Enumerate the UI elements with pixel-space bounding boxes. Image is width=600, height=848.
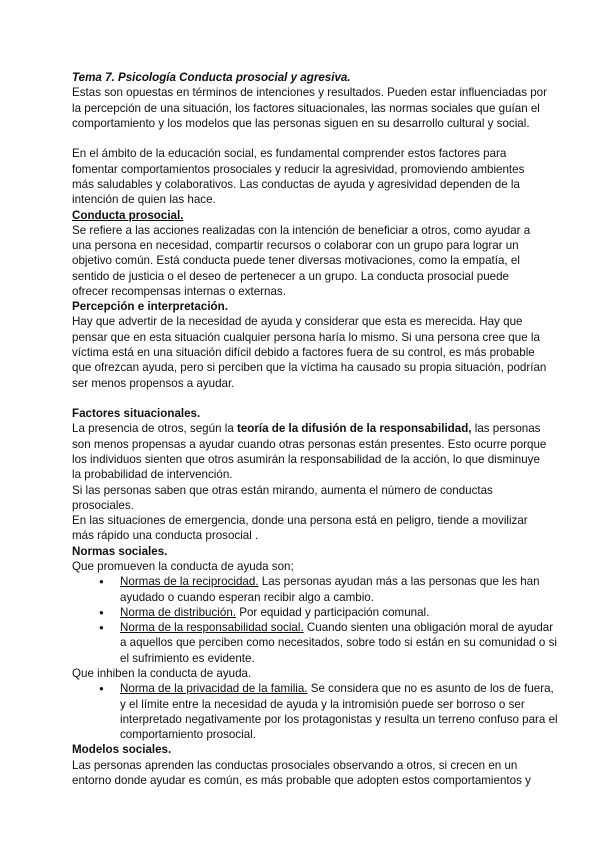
paragraph-emergencia: [72, 513, 547, 544]
heading-percepcion: Percepción e interpretación.: [72, 300, 228, 314]
text-line: la percepción de una situación, los factores situacionales, las normas sociales que guían el: [72, 101, 540, 115]
norm-name: Norma de la responsabilidad social.: [120, 621, 304, 635]
text-line: entorno donde ayudar es común, es más probable que adopten estos comportamientos y: [72, 773, 531, 787]
blank-line: [72, 391, 547, 406]
text-line: [72, 421, 547, 436]
heading-normas: Normas sociales.: [72, 544, 168, 558]
text-line: más rápido una conducta prosocial .: [72, 529, 259, 543]
paragraph-prosocial: [72, 223, 547, 299]
bullet-icon: ●: [99, 577, 104, 587]
text-line: sentido de justicia o el deseo de pertenecer a un grupo. La conducta prosocial puede: [72, 269, 510, 283]
text-line: [120, 605, 547, 620]
inhiben-label: Que inhiben la conducta de ayuda.: [72, 666, 252, 680]
bullet-icon: ●: [99, 684, 104, 694]
list-item: [96, 681, 558, 742]
text-line: víctima está en una situación difícil debido a factores fuera de su control, es más probable: [72, 346, 535, 360]
text-line: una persona en necesidad, compartir recursos o colaborar con un grupo para lograr un: [72, 239, 519, 253]
text-line: ser menos propensos a ayudar.: [72, 376, 235, 390]
norm-description: Las personas ayudan más a las personas que les han: [258, 575, 540, 589]
text-line: Estas son opuestas en términos de intenciones y resultados. Pueden estar influenciadas por: [72, 86, 547, 100]
text-line: intención de quien las hace.: [72, 193, 216, 207]
paragraph-intro: [72, 85, 547, 131]
norm-description: Por equidad y participación comunal.: [236, 605, 430, 619]
norm-name: Norma de la privacidad de la familia.: [120, 682, 308, 696]
text-line: fomentar comportamientos prosociales y reducir la agresividad, promoviendo ambientes: [72, 162, 525, 176]
paragraph-factores: [72, 421, 547, 482]
paragraph-education: [72, 146, 547, 207]
text-line: En el ámbito de la educación social, es fundamental comprender estos factores para: [72, 147, 507, 161]
paragraph-percepcion: [72, 314, 547, 390]
text-line: [120, 574, 547, 589]
text-line: En las situaciones de emergencia, donde una persona está en peligro, tiende a movilizar: [72, 514, 528, 528]
text-line: son menos propensas a ayudar cuando otras personas están presentes. Esto ocurre porque: [72, 437, 547, 451]
bullet-icon: ●: [99, 623, 104, 633]
text-line: Las personas aprenden las conductas prosociales observando a otros, si crecen en un: [72, 758, 518, 772]
document-title: Tema 7. Psicología Conducta prosocial y agresiva.: [72, 71, 351, 84]
text-line: ofrecer recompensas internas o externas.: [72, 284, 286, 298]
bold-term: teoría de la difusión de la responsabilidad,: [237, 422, 472, 436]
text-span: las personas: [471, 422, 541, 436]
text-span: La presencia de otros, según la: [72, 422, 237, 436]
text-line: Si las personas saben que otras están mirando, aumenta el número de conductas: [72, 483, 493, 497]
paragraph-mirando: [72, 483, 547, 514]
norm-name: Norma de distribución.: [120, 605, 236, 619]
text-line: comportamiento y los modelos que las personas siguen en su desarrollo cultural y social.: [72, 116, 530, 130]
heading-conducta-prosocial: Conducta prosocial.: [72, 208, 184, 222]
blank-line: [72, 131, 547, 146]
text-line: más saludables y colaborativos. Las conductas de ayuda y agresividad dependen de la: [72, 177, 520, 191]
heading-factores: Factores situacionales.: [72, 407, 201, 421]
norm-description: Cuando sienten una obligación moral de ayudar: [303, 621, 554, 635]
norm-description: Se considera que no es asunto de los de fuera,: [307, 682, 554, 696]
text-line: el sufrimiento es evidente.: [120, 651, 255, 665]
paragraph-modelos: [72, 758, 547, 789]
text-line: que ofrezcan ayuda, pero si perciben que la víctima ha causado su propia situación, podrían: [72, 361, 547, 375]
bullet-icon: ●: [99, 607, 104, 617]
text-line: interpretado negativamente por los protagonistas y resulta un terreno confuso para el: [120, 712, 558, 726]
text-line: objetivo común. Está conducta puede tener diversas motivaciones, como la empatía, el: [72, 254, 520, 268]
text-line: los individuos sienten que otros asumirán la responsabilidad de la acción, lo que disminuye: [72, 453, 540, 466]
list-item: [96, 605, 547, 620]
text-line: comportamiento prosocial.: [120, 728, 256, 742]
text-line: Hay que advertir de la necesidad de ayuda y considerar que esta es merecida. Hay que: [72, 315, 523, 329]
text-line: prosociales.: [72, 498, 134, 512]
list-item: [96, 620, 557, 666]
text-line: y el límite entre la necesidad de ayuda y la intromisión puede ser borroso o ser: [120, 697, 525, 711]
document-page: [72, 70, 558, 788]
list-item: [96, 574, 547, 605]
text-line: Se refiere a las acciones realizadas con la intención de beneficiar a otros, como ayudar a: [72, 223, 531, 237]
text-line: [120, 681, 554, 696]
text-line: [120, 620, 554, 635]
text-line: pensar que en esta situación cualquier persona haría lo mismo. Si una persona cree que la: [72, 330, 540, 344]
promueven-label: Que promueven la conducta de ayuda son;: [72, 559, 294, 573]
norm-name: Normas de la reciprocidad.: [120, 575, 259, 589]
heading-modelos: Modelos sociales.: [72, 743, 172, 757]
text-line: la probabilidad de intervención.: [72, 468, 233, 482]
text-line: ayudado o cuando esperan recibir algo a cambio.: [120, 590, 374, 604]
text-line: a aquellos que perciben como necesitados, sobre todo si están en su comunidad o si: [120, 636, 557, 650]
